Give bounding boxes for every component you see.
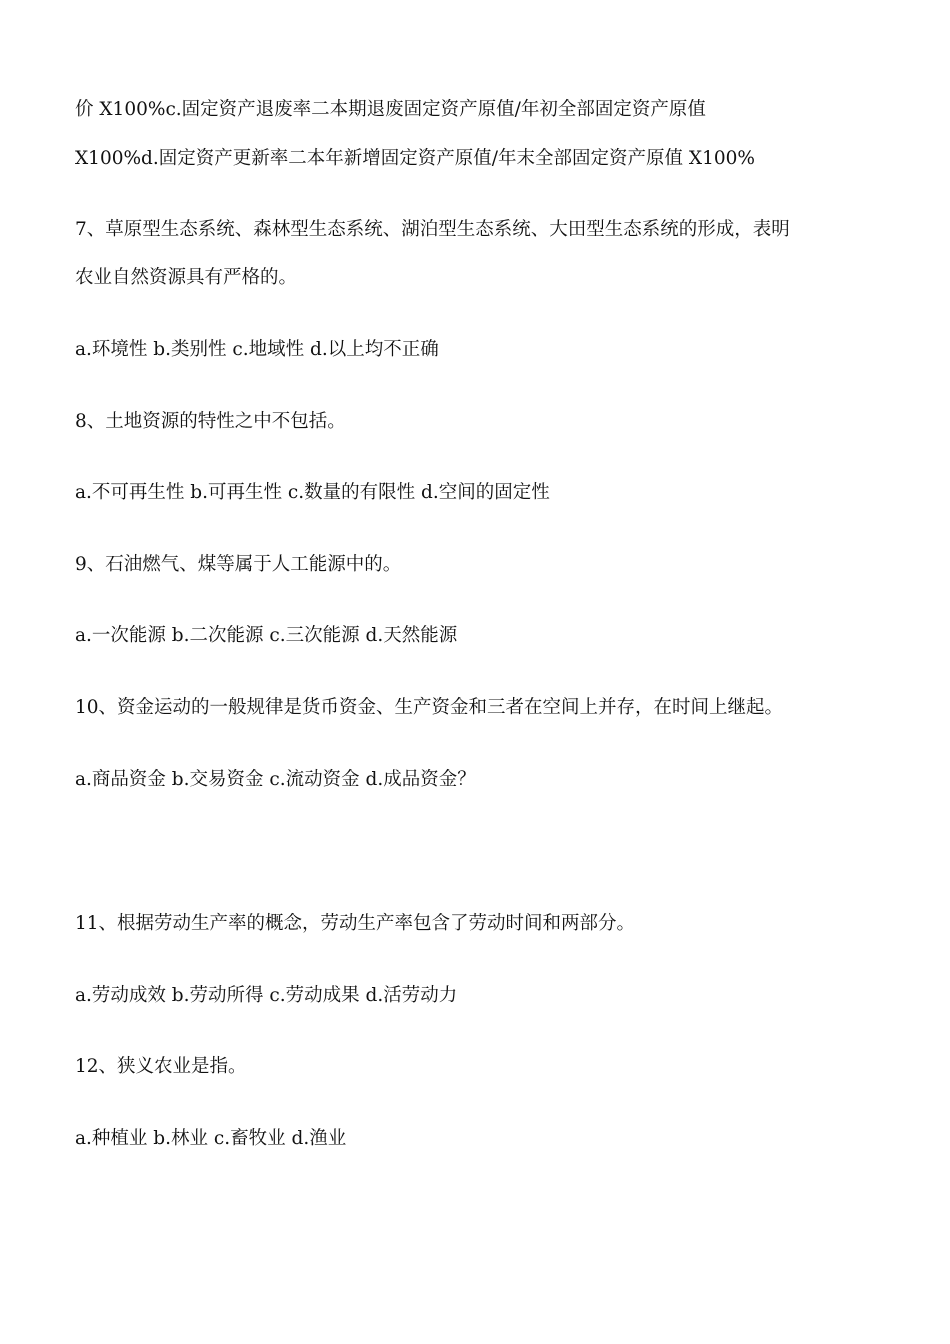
question-9-options: a.一次能源 b.二次能源 c.三次能源 d.天然能源 (75, 625, 458, 646)
question-7-options: a.环境性 b.类别性 c.地域性 d.以上均不正确 (75, 339, 439, 360)
question-12: 12、狭义农业是指。 (75, 1056, 247, 1077)
question-10: 10、资金运动的一般规律是货币资金、生产资金和三者在空间上并存，在时间上继起。 (75, 697, 784, 718)
question-8-options: a.不可再生性 b.可再生性 c.数量的有限性 d.空间的固定性 (75, 482, 550, 503)
question-11: 11、根据劳动生产率的概念，劳动生产率包含了劳动时间和两部分。 (75, 913, 636, 934)
text-line-formula-d: X100%d.固定资产更新率二本年新增固定资产原值/年末全部固定资产原值 X100% (75, 148, 755, 169)
question-7-line-1: 7、草原型生态系统、森林型生态系统、湖泊型生态系统、大田型生态系统的形成，表明 (75, 219, 790, 240)
question-12-options: a.种植业 b.林业 c.畜牧业 d.渔业 (75, 1128, 347, 1149)
text-line-formula-c: 价 X100%c.固定资产退废率二本期退废固定资产原值/年初全部固定资产原值 (75, 99, 706, 120)
question-10-options: a.商品资金 b.交易资金 c.流动资金 d.成品资金？ (75, 769, 476, 790)
question-11-options: a.劳动成效 b.劳动所得 c.劳动成果 d.活劳动力 (75, 985, 458, 1006)
question-8: 8、土地资源的特性之中不包括。 (75, 411, 346, 432)
question-7-line-2: 农业自然资源具有严格的。 (75, 267, 298, 288)
question-9: 9、石油燃气、煤等属于人工能源中的。 (75, 554, 402, 575)
